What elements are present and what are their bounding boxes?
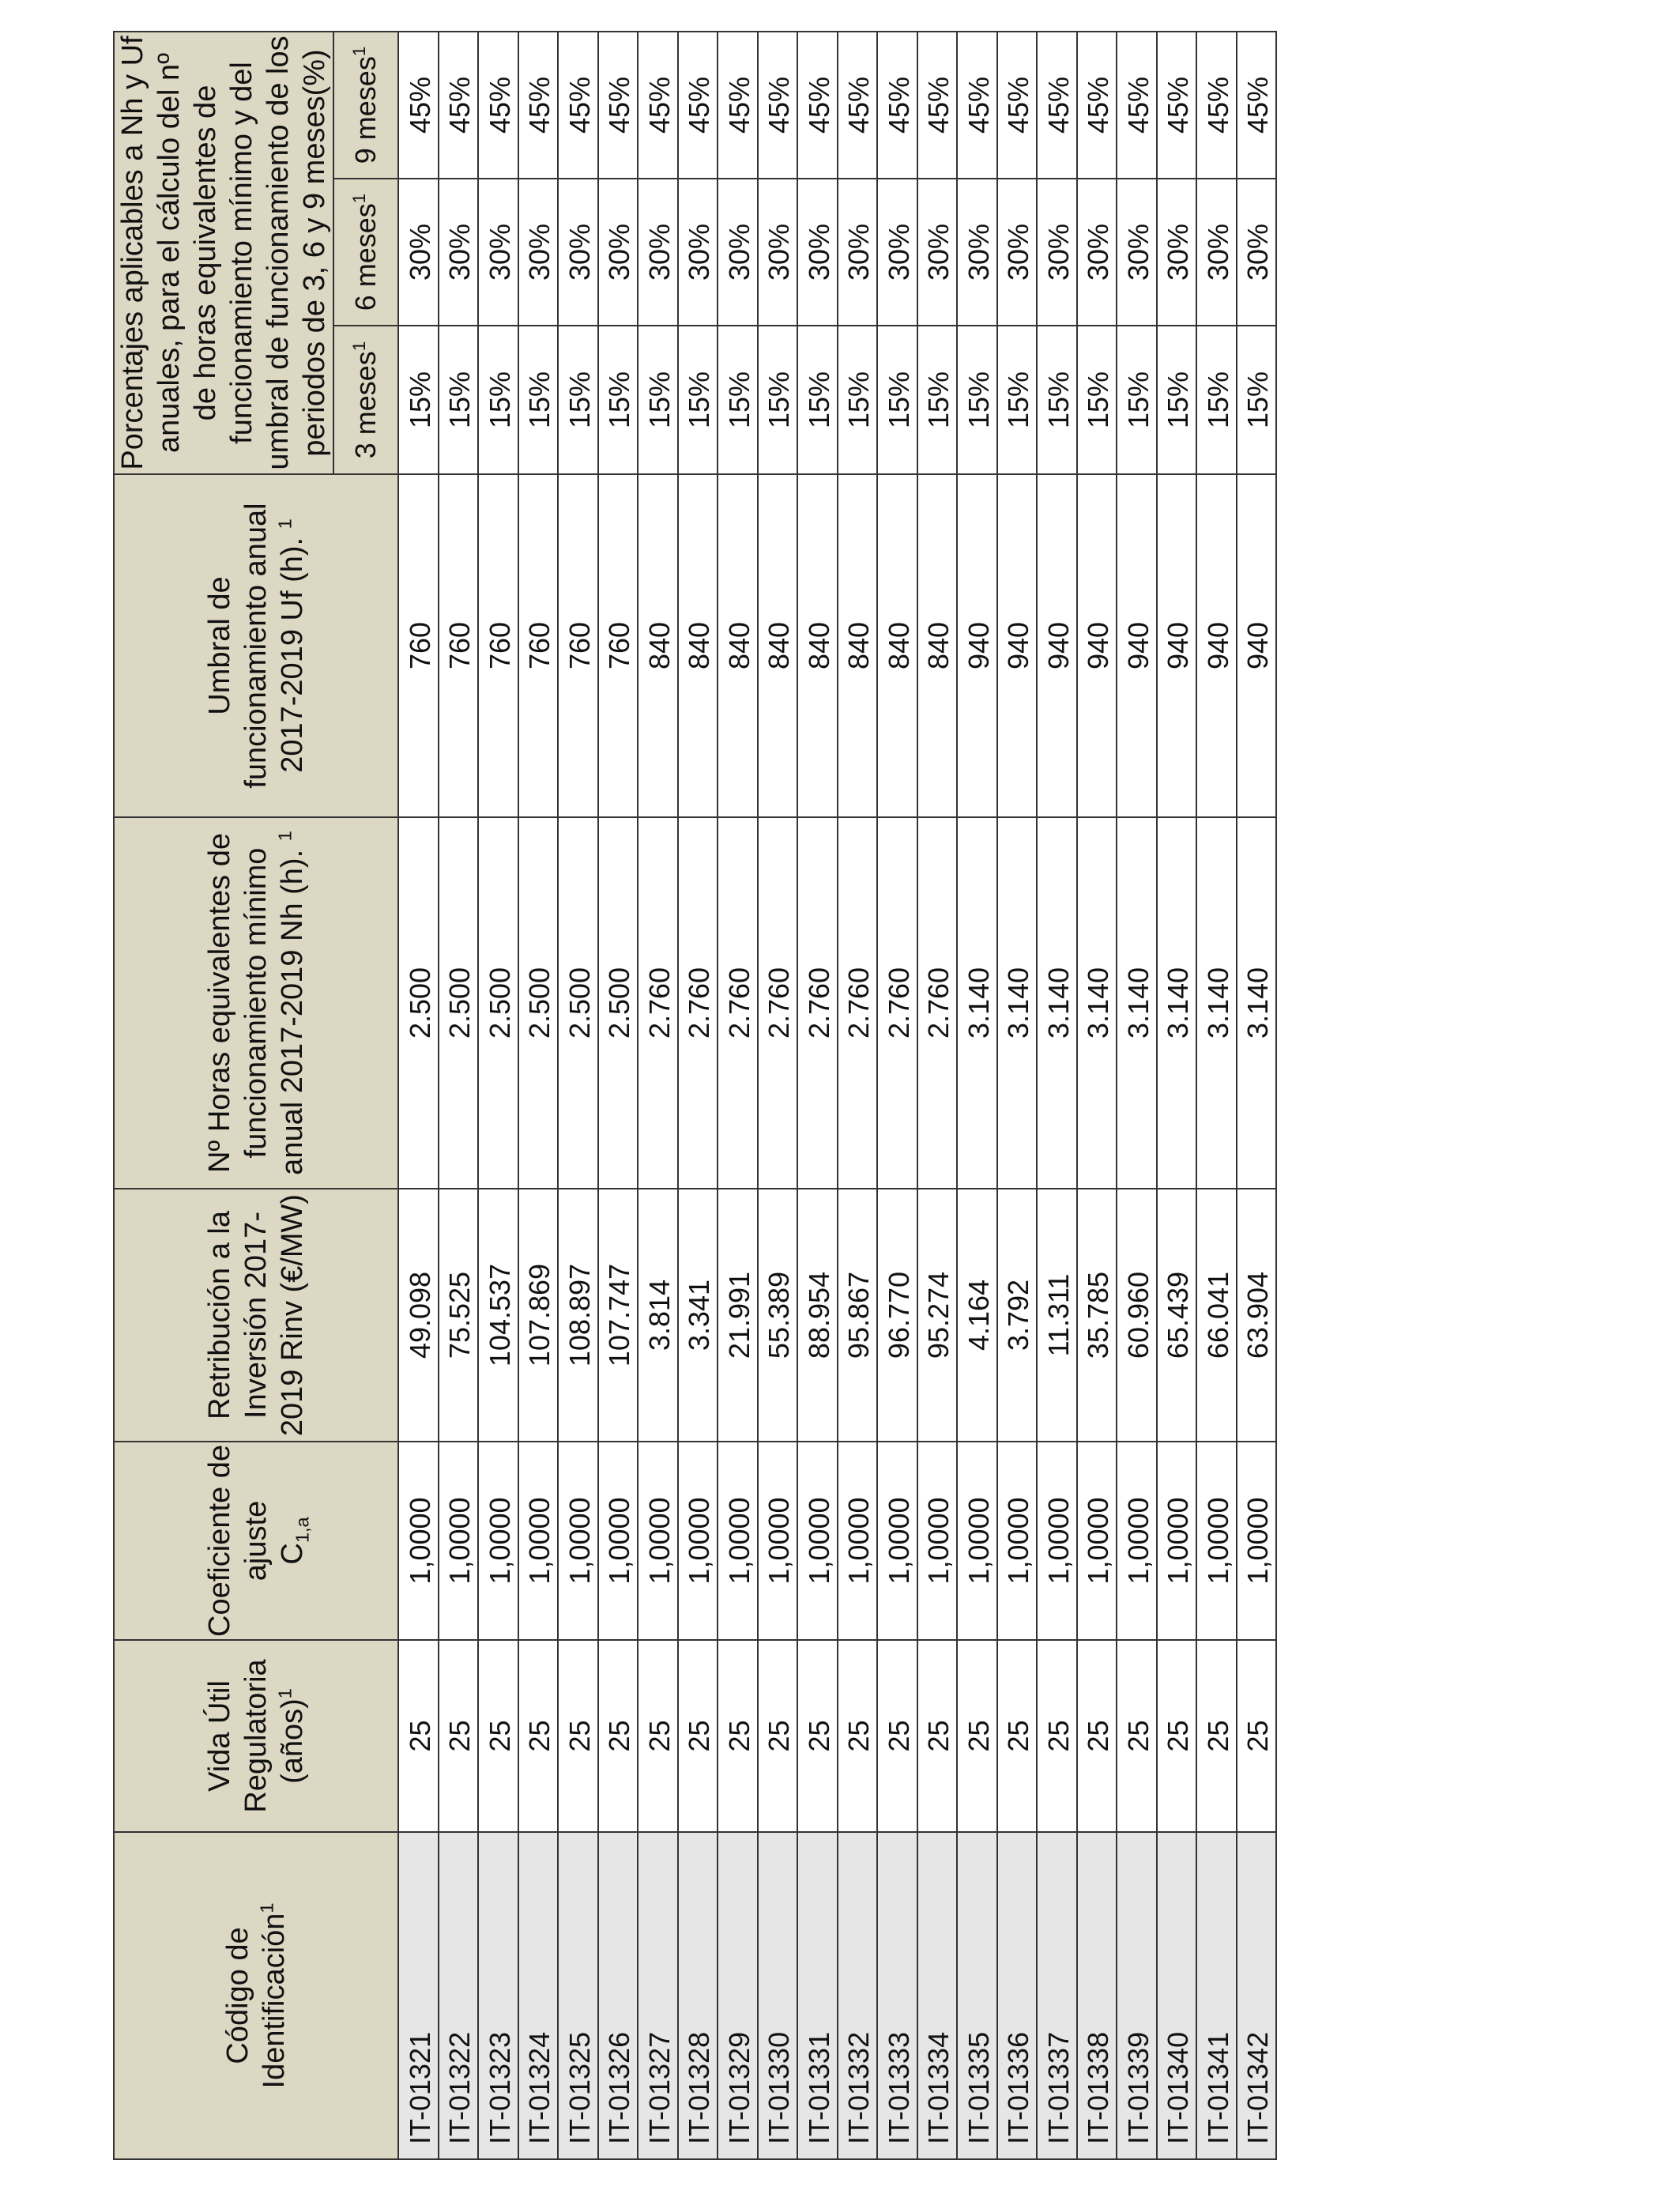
cell-coef: 1,0000 (758, 1442, 798, 1640)
cell-3-meses: 15% (678, 326, 718, 474)
cell-coef: 1,0000 (1037, 1442, 1077, 1640)
cell-uf: 840 (638, 474, 678, 817)
cell-coef: 1,0000 (518, 1442, 559, 1640)
cell-9-meses: 45% (678, 32, 718, 179)
cell-rinv: 63.904 (1237, 1189, 1277, 1442)
cell-uf: 940 (957, 474, 997, 817)
cell-rinv: 108.897 (558, 1189, 598, 1442)
cell-rinv: 65.439 (1157, 1189, 1197, 1442)
cell-9-meses: 45% (558, 32, 598, 179)
cell-coef: 1,0000 (1196, 1442, 1237, 1640)
rotated-page (113, 32, 1288, 2160)
cell-3-meses: 15% (1196, 326, 1237, 474)
cell-uf: 940 (1196, 474, 1237, 817)
cell-9-meses: 45% (1117, 32, 1157, 179)
table-row (838, 32, 878, 2159)
cell-6-meses: 30% (478, 179, 518, 326)
cell-nh: 2.500 (439, 817, 479, 1189)
cell-vida: 25 (797, 1640, 838, 1832)
cell-nh: 3.140 (1237, 817, 1277, 1189)
cell-9-meses: 45% (398, 32, 439, 179)
cell-9-meses: 45% (997, 32, 1038, 179)
cell-rinv: 66.041 (1196, 1189, 1237, 1442)
header-6-meses: 6 meses$^1$ (333, 179, 398, 326)
cell-uf: 760 (518, 474, 559, 817)
cell-codigo: IT-01328 (678, 1832, 718, 2159)
cell-codigo: IT-01340 (1157, 1832, 1197, 2159)
cell-6-meses: 30% (1117, 179, 1157, 326)
cell-nh: 3.140 (957, 817, 997, 1189)
cell-9-meses: 45% (1196, 32, 1237, 179)
cell-9-meses: 45% (638, 32, 678, 179)
table-row (917, 32, 958, 2159)
cell-coef: 1,0000 (797, 1442, 838, 1640)
cell-6-meses: 30% (638, 179, 678, 326)
cell-rinv: 88.954 (797, 1189, 838, 1442)
cell-6-meses: 30% (518, 179, 559, 326)
cell-rinv: 3.814 (638, 1189, 678, 1442)
cell-uf: 940 (997, 474, 1038, 817)
cell-nh: 2.760 (917, 817, 958, 1189)
cell-vida: 25 (997, 1640, 1038, 1832)
cell-coef: 1,0000 (638, 1442, 678, 1640)
header-uf: Umbral de funcionamiento anual 2017-2019 Uf (h). $^1$ (114, 474, 398, 817)
cell-codigo: IT-01326 (598, 1832, 638, 2159)
cell-nh: 2.500 (598, 817, 638, 1189)
cell-uf: 840 (758, 474, 798, 817)
cell-vida: 25 (957, 1640, 997, 1832)
cell-9-meses: 45% (1237, 32, 1277, 179)
cell-6-meses: 30% (957, 179, 997, 326)
cell-6-meses: 30% (997, 179, 1038, 326)
table-row (797, 32, 838, 2159)
cell-nh: 2.760 (877, 817, 917, 1189)
cell-vida: 25 (678, 1640, 718, 1832)
cell-rinv: 107.747 (598, 1189, 638, 1442)
cell-vida: 25 (439, 1640, 479, 1832)
header-9-meses: 9 meses$^1$ (333, 32, 398, 179)
table-row (598, 32, 638, 2159)
cell-rinv: 104.537 (478, 1189, 518, 1442)
cell-3-meses: 15% (518, 326, 559, 474)
cell-nh: 2.760 (678, 817, 718, 1189)
cell-uf: 940 (1037, 474, 1077, 817)
header-nh: Nº Horas equivalentes de funcionamiento mínimo anual 2017-2019 Nh (h). $^1$ (114, 817, 398, 1189)
cell-rinv: 11.311 (1037, 1189, 1077, 1442)
cell-coef: 1,0000 (1237, 1442, 1277, 1640)
header-porcentajes: Porcentajes aplicables a Nh y Uf anuales, para el cálculo del nº de horas equivalentes de funcionamiento mínimo y del umbral de funcionamiento de los periodos de 3, 6 y 9 meses(%) (114, 32, 333, 474)
cell-nh: 2.760 (838, 817, 878, 1189)
header-codigo: Código de Identificación$^1$ (114, 1832, 398, 2159)
cell-vida: 25 (838, 1640, 878, 1832)
cell-9-meses: 45% (718, 32, 758, 179)
cell-nh: 2.500 (398, 817, 439, 1189)
cell-coef: 1,0000 (1157, 1442, 1197, 1640)
cell-3-meses: 15% (1037, 326, 1077, 474)
cell-6-meses: 30% (1237, 179, 1277, 326)
cell-rinv: 95.274 (917, 1189, 958, 1442)
cell-3-meses: 15% (997, 326, 1038, 474)
cell-9-meses: 45% (598, 32, 638, 179)
cell-rinv: 96.770 (877, 1189, 917, 1442)
cell-nh: 3.140 (997, 817, 1038, 1189)
table-row (558, 32, 598, 2159)
cell-6-meses: 30% (1037, 179, 1077, 326)
cell-rinv: 60.960 (1117, 1189, 1157, 1442)
cell-vida: 25 (758, 1640, 798, 1832)
cell-codigo: IT-01338 (1077, 1832, 1117, 2159)
cell-9-meses: 45% (518, 32, 559, 179)
cell-vida: 25 (598, 1640, 638, 1832)
table-row (1077, 32, 1117, 2159)
cell-6-meses: 30% (877, 179, 917, 326)
cell-codigo: IT-01341 (1196, 1832, 1237, 2159)
cell-rinv: 35.785 (1077, 1189, 1117, 1442)
cell-3-meses: 15% (478, 326, 518, 474)
cell-3-meses: 15% (638, 326, 678, 474)
table-row (1117, 32, 1157, 2159)
cell-9-meses: 45% (917, 32, 958, 179)
cell-uf: 940 (1117, 474, 1157, 817)
cell-3-meses: 15% (1077, 326, 1117, 474)
cell-codigo: IT-01332 (838, 1832, 878, 2159)
cell-rinv: 3.341 (678, 1189, 718, 1442)
cell-uf: 760 (558, 474, 598, 817)
cell-codigo: IT-01322 (439, 1832, 479, 2159)
cell-uf: 760 (598, 474, 638, 817)
cell-vida: 25 (558, 1640, 598, 1832)
cell-3-meses: 15% (718, 326, 758, 474)
cell-codigo: IT-01324 (518, 1832, 559, 2159)
cell-3-meses: 15% (838, 326, 878, 474)
cell-3-meses: 15% (439, 326, 479, 474)
cell-9-meses: 45% (478, 32, 518, 179)
cell-6-meses: 30% (838, 179, 878, 326)
cell-vida: 25 (1237, 1640, 1277, 1832)
table-row (1237, 32, 1277, 2159)
cell-codigo: IT-01339 (1117, 1832, 1157, 2159)
cell-9-meses: 45% (838, 32, 878, 179)
cell-codigo: IT-01321 (398, 1832, 439, 2159)
cell-vida: 25 (638, 1640, 678, 1832)
table-row (758, 32, 798, 2159)
cell-rinv: 95.867 (838, 1189, 878, 1442)
cell-6-meses: 30% (398, 179, 439, 326)
cell-6-meses: 30% (1077, 179, 1117, 326)
cell-coef: 1,0000 (917, 1442, 958, 1640)
header-coeficiente: Coeficiente de ajuste $C_{1,a}$ (114, 1442, 398, 1640)
cell-nh: 3.140 (1196, 817, 1237, 1189)
cell-coef: 1,0000 (718, 1442, 758, 1640)
cell-vida: 25 (1157, 1640, 1197, 1832)
cell-nh: 2.500 (558, 817, 598, 1189)
cell-uf: 840 (838, 474, 878, 817)
cell-3-meses: 15% (1237, 326, 1277, 474)
cell-uf: 940 (1237, 474, 1277, 817)
cell-codigo: IT-01337 (1037, 1832, 1077, 2159)
cell-9-meses: 45% (877, 32, 917, 179)
cell-nh: 2.760 (797, 817, 838, 1189)
cell-3-meses: 15% (758, 326, 798, 474)
table-row (1196, 32, 1237, 2159)
cell-3-meses: 15% (877, 326, 917, 474)
cell-6-meses: 30% (678, 179, 718, 326)
cell-codigo: IT-01331 (797, 1832, 838, 2159)
cell-vida: 25 (1196, 1640, 1237, 1832)
cell-coef: 1,0000 (1077, 1442, 1117, 1640)
cell-codigo: IT-01325 (558, 1832, 598, 2159)
cell-rinv: 49.098 (398, 1189, 439, 1442)
cell-coef: 1,0000 (558, 1442, 598, 1640)
cell-uf: 840 (718, 474, 758, 817)
cell-nh: 2.760 (638, 817, 678, 1189)
cell-coef: 1,0000 (478, 1442, 518, 1640)
cell-3-meses: 15% (1157, 326, 1197, 474)
cell-uf: 760 (439, 474, 479, 817)
table-row (1037, 32, 1077, 2159)
cell-codigo: IT-01333 (877, 1832, 917, 2159)
cell-coef: 1,0000 (598, 1442, 638, 1640)
cell-rinv: 4.164 (957, 1189, 997, 1442)
cell-codigo: IT-01335 (957, 1832, 997, 2159)
cell-coef: 1,0000 (439, 1442, 479, 1640)
cell-3-meses: 15% (598, 326, 638, 474)
cell-6-meses: 30% (558, 179, 598, 326)
cell-9-meses: 45% (797, 32, 838, 179)
cell-6-meses: 30% (758, 179, 798, 326)
cell-6-meses: 30% (598, 179, 638, 326)
cell-nh: 3.140 (1077, 817, 1117, 1189)
cell-uf: 940 (1077, 474, 1117, 817)
table-row (439, 32, 479, 2159)
cell-vida: 25 (478, 1640, 518, 1832)
cell-vida: 25 (877, 1640, 917, 1832)
table-row (957, 32, 997, 2159)
cell-uf: 840 (917, 474, 958, 817)
cell-vida: 25 (718, 1640, 758, 1832)
cell-codigo: IT-01323 (478, 1832, 518, 2159)
cell-9-meses: 45% (1157, 32, 1197, 179)
cell-rinv: 3.792 (997, 1189, 1038, 1442)
cell-nh: 2.760 (718, 817, 758, 1189)
cell-3-meses: 15% (1117, 326, 1157, 474)
cell-3-meses: 15% (797, 326, 838, 474)
table-row (1157, 32, 1197, 2159)
cell-coef: 1,0000 (957, 1442, 997, 1640)
header-vida-util: Vida Útil Regulatoria (años)$^1$ (114, 1640, 398, 1832)
cell-uf: 760 (398, 474, 439, 817)
table-row (478, 32, 518, 2159)
cell-vida: 25 (398, 1640, 439, 1832)
cell-uf: 840 (678, 474, 718, 817)
cell-nh: 2.500 (478, 817, 518, 1189)
table-row (877, 32, 917, 2159)
cell-9-meses: 45% (439, 32, 479, 179)
cell-9-meses: 45% (758, 32, 798, 179)
cell-vida: 25 (917, 1640, 958, 1832)
cell-3-meses: 15% (957, 326, 997, 474)
cell-9-meses: 45% (957, 32, 997, 179)
cell-coef: 1,0000 (838, 1442, 878, 1640)
cell-6-meses: 30% (1196, 179, 1237, 326)
cell-rinv: 75.525 (439, 1189, 479, 1442)
cell-3-meses: 15% (558, 326, 598, 474)
cell-6-meses: 30% (917, 179, 958, 326)
cell-codigo: IT-01329 (718, 1832, 758, 2159)
cell-rinv: 55.389 (758, 1189, 798, 1442)
cell-9-meses: 45% (1077, 32, 1117, 179)
cell-codigo: IT-01342 (1237, 1832, 1277, 2159)
table-row (518, 32, 559, 2159)
cell-nh: 3.140 (1117, 817, 1157, 1189)
cell-nh: 2.500 (518, 817, 559, 1189)
cell-nh: 3.140 (1037, 817, 1077, 1189)
cell-codigo: IT-01334 (917, 1832, 958, 2159)
cell-coef: 1,0000 (1117, 1442, 1157, 1640)
cell-rinv: 21.991 (718, 1189, 758, 1442)
cell-rinv: 107.869 (518, 1189, 559, 1442)
cell-6-meses: 30% (718, 179, 758, 326)
cell-vida: 25 (518, 1640, 559, 1832)
cell-coef: 1,0000 (877, 1442, 917, 1640)
cell-nh: 2.760 (758, 817, 798, 1189)
cell-uf: 840 (877, 474, 917, 817)
cell-6-meses: 30% (797, 179, 838, 326)
cell-nh: 3.140 (1157, 817, 1197, 1189)
table-row (997, 32, 1038, 2159)
cell-uf: 760 (478, 474, 518, 817)
table-row (398, 32, 439, 2159)
cell-codigo: IT-01330 (758, 1832, 798, 2159)
data-table (113, 31, 1277, 2160)
cell-uf: 940 (1157, 474, 1197, 817)
cell-3-meses: 15% (398, 326, 439, 474)
cell-6-meses: 30% (1157, 179, 1197, 326)
cell-vida: 25 (1077, 1640, 1117, 1832)
cell-6-meses: 30% (439, 179, 479, 326)
cell-coef: 1,0000 (398, 1442, 439, 1640)
table-row (718, 32, 758, 2159)
table-row (678, 32, 718, 2159)
cell-codigo: IT-01327 (638, 1832, 678, 2159)
cell-3-meses: 15% (917, 326, 958, 474)
cell-coef: 1,0000 (997, 1442, 1038, 1640)
cell-coef: 1,0000 (678, 1442, 718, 1640)
cell-uf: 840 (797, 474, 838, 817)
cell-vida: 25 (1117, 1640, 1157, 1832)
cell-codigo: IT-01336 (997, 1832, 1038, 2159)
cell-vida: 25 (1037, 1640, 1077, 1832)
header-retribucion: Retribución a la Inversión 2017-2019 Rinv (€/MW) (114, 1189, 398, 1442)
table-row (638, 32, 678, 2159)
cell-9-meses: 45% (1037, 32, 1077, 179)
header-3-meses: 3 meses$^1$ (333, 326, 398, 474)
